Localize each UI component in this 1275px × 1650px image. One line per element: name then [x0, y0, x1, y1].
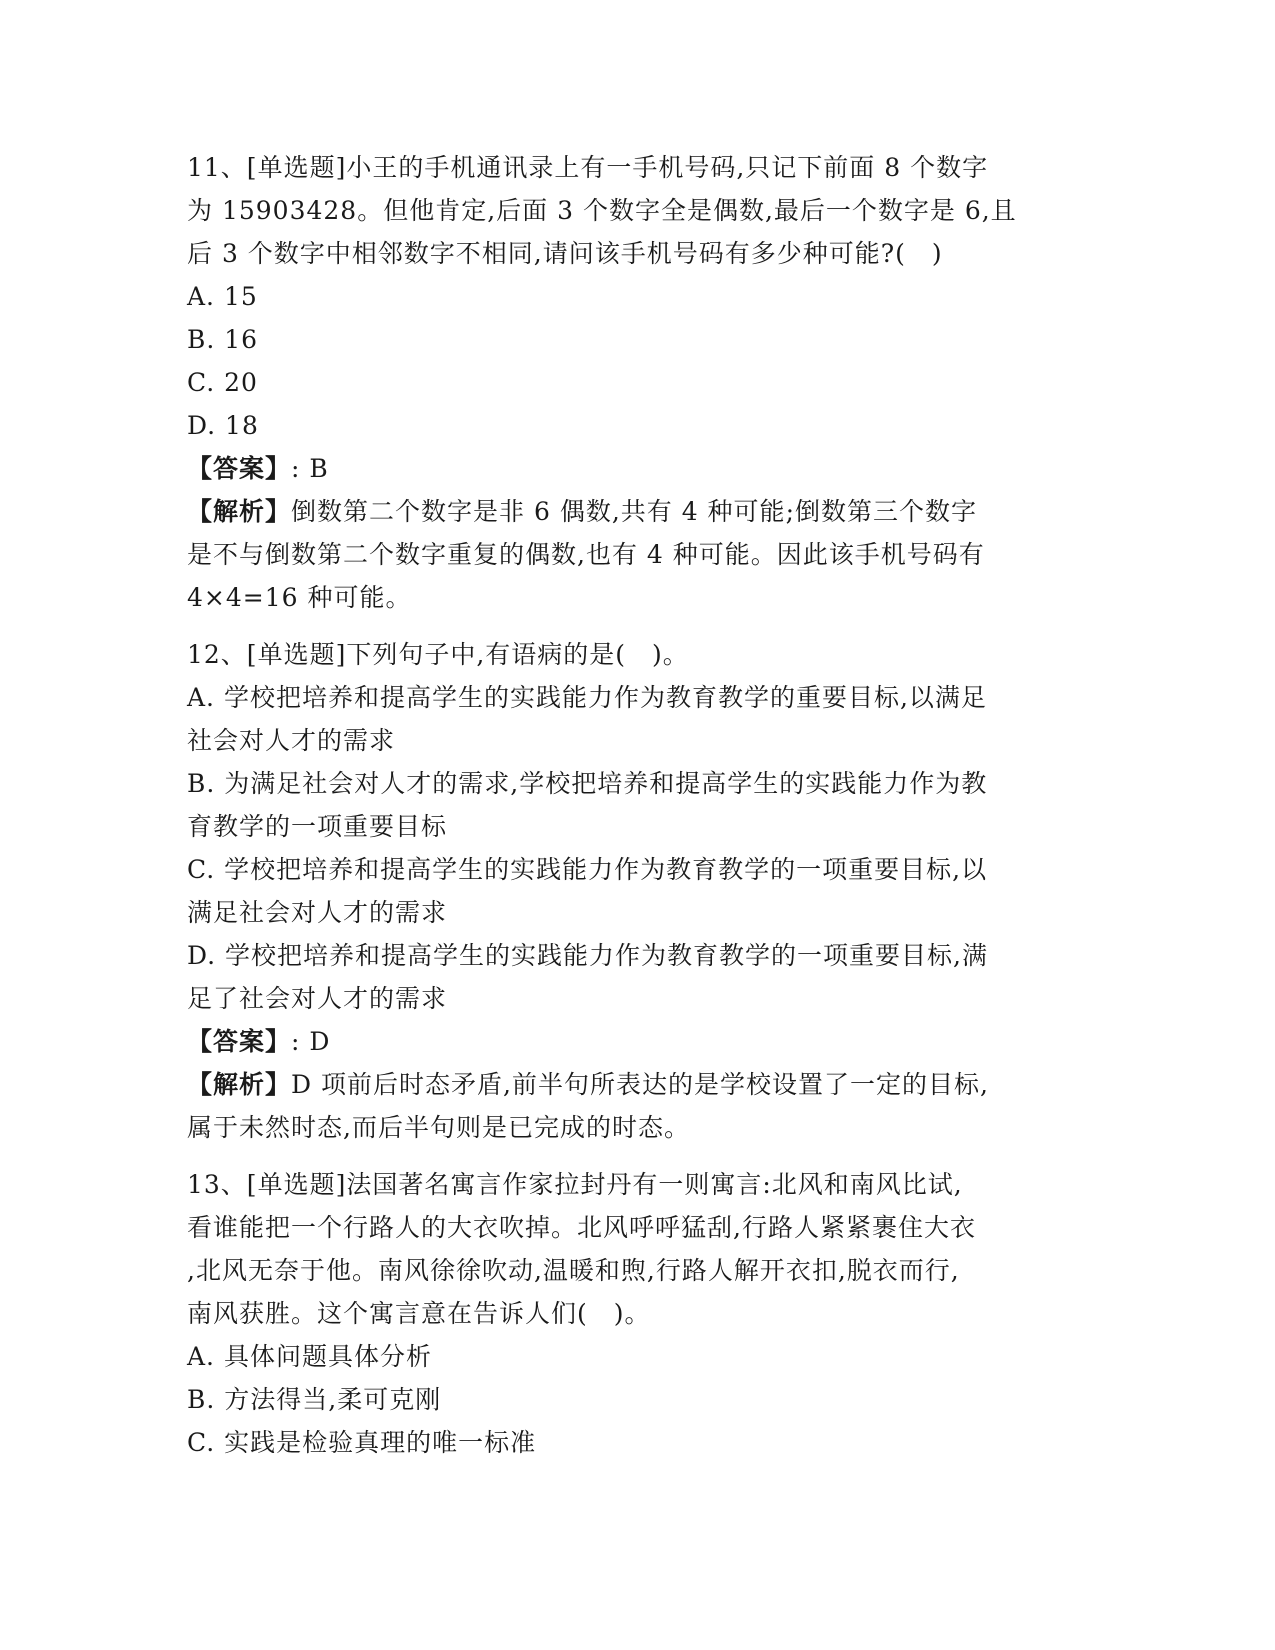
question-stem-line: 南风获胜。这个寓言意在告诉人们( )。: [187, 1299, 651, 1328]
option-d: D. 学校把培养和提高学生的实践能力作为教育教学的一项重要目标,满: [187, 941, 988, 970]
analysis-text: D 项前后时态矛盾,前半句所表达的是学校设置了一定的目标,: [291, 1070, 989, 1099]
answer-label: 【答案】: [187, 1027, 292, 1056]
analysis-line: [187, 1063, 1087, 1106]
question-stem-line: 13、[单选题]法国著名寓言作家拉封丹有一则寓言:北风和南风比试,: [187, 1170, 963, 1199]
analysis-text: 倒数第二个数字是非 6 偶数,共有 4 种可能;倒数第三个数字: [291, 497, 977, 526]
option-c-continued: 满足社会对人才的需求: [187, 898, 448, 927]
option-d: D. 18: [187, 411, 259, 440]
option-c: C. 20: [187, 368, 258, 397]
question-12: [187, 633, 1087, 1149]
option-a: A. 学校把培养和提高学生的实践能力作为教育教学的重要目标,以满足: [187, 683, 987, 712]
option-a: A. 15: [187, 282, 258, 311]
analysis-text: 属于未然时态,而后半句则是已完成的时态。: [187, 1113, 690, 1142]
analysis-label: 【解析】: [187, 1070, 292, 1099]
option-a-continued: 社会对人才的需求: [187, 726, 396, 755]
option-b: B. 16: [187, 325, 259, 354]
option-a: A. 具体问题具体分析: [187, 1342, 432, 1371]
page-content: [187, 146, 1087, 1464]
question-stem-line: 看谁能把一个行路人的大衣吹掉。北风呼呼猛刮,行路人紧紧裹住大衣: [187, 1213, 976, 1242]
answer-value: : D: [291, 1027, 331, 1056]
answer-line: [187, 1020, 1087, 1063]
analysis-label: 【解析】: [187, 497, 292, 526]
question-stem-line: 11、[单选题]小王的手机通讯录上有一手机号码,只记下前面 8 个数字: [187, 153, 989, 182]
answer-value: : B: [291, 454, 329, 483]
question-13: [187, 1163, 1087, 1464]
option-b-continued: 育教学的一项重要目标: [187, 812, 448, 841]
option-b: B. 为满足社会对人才的需求,学校把培养和提高学生的实践能力作为教: [187, 769, 988, 798]
analysis-text: 是不与倒数第二个数字重复的偶数,也有 4 种可能。因此该手机号码有: [187, 540, 985, 569]
answer-line: [187, 447, 1087, 490]
analysis-text: 4×4=16 种可能。: [187, 583, 412, 612]
analysis-line: [187, 490, 1087, 533]
question-stem-line: 为 15903428。但他肯定,后面 3 个数字全是偶数,最后一个数字是 6,且: [187, 196, 1017, 225]
option-c: C. 学校把培养和提高学生的实践能力作为教育教学的一项重要目标,以: [187, 855, 988, 884]
option-c: C. 实践是检验真理的唯一标准: [187, 1428, 537, 1457]
question-11: [187, 146, 1087, 619]
option-b: B. 方法得当,柔可克刚: [187, 1385, 442, 1414]
question-stem-line: ,北风无奈于他。南风徐徐吹动,温暖和煦,行路人解开衣扣,脱衣而行,: [187, 1256, 960, 1285]
question-stem-line: 后 3 个数字中相邻数字不相同,请问该手机号码有多少种可能?( ): [187, 239, 943, 268]
option-d-continued: 足了社会对人才的需求: [187, 984, 448, 1013]
answer-label: 【答案】: [187, 454, 292, 483]
question-stem-line: 12、[单选题]下列句子中,有语病的是( )。: [187, 640, 689, 669]
